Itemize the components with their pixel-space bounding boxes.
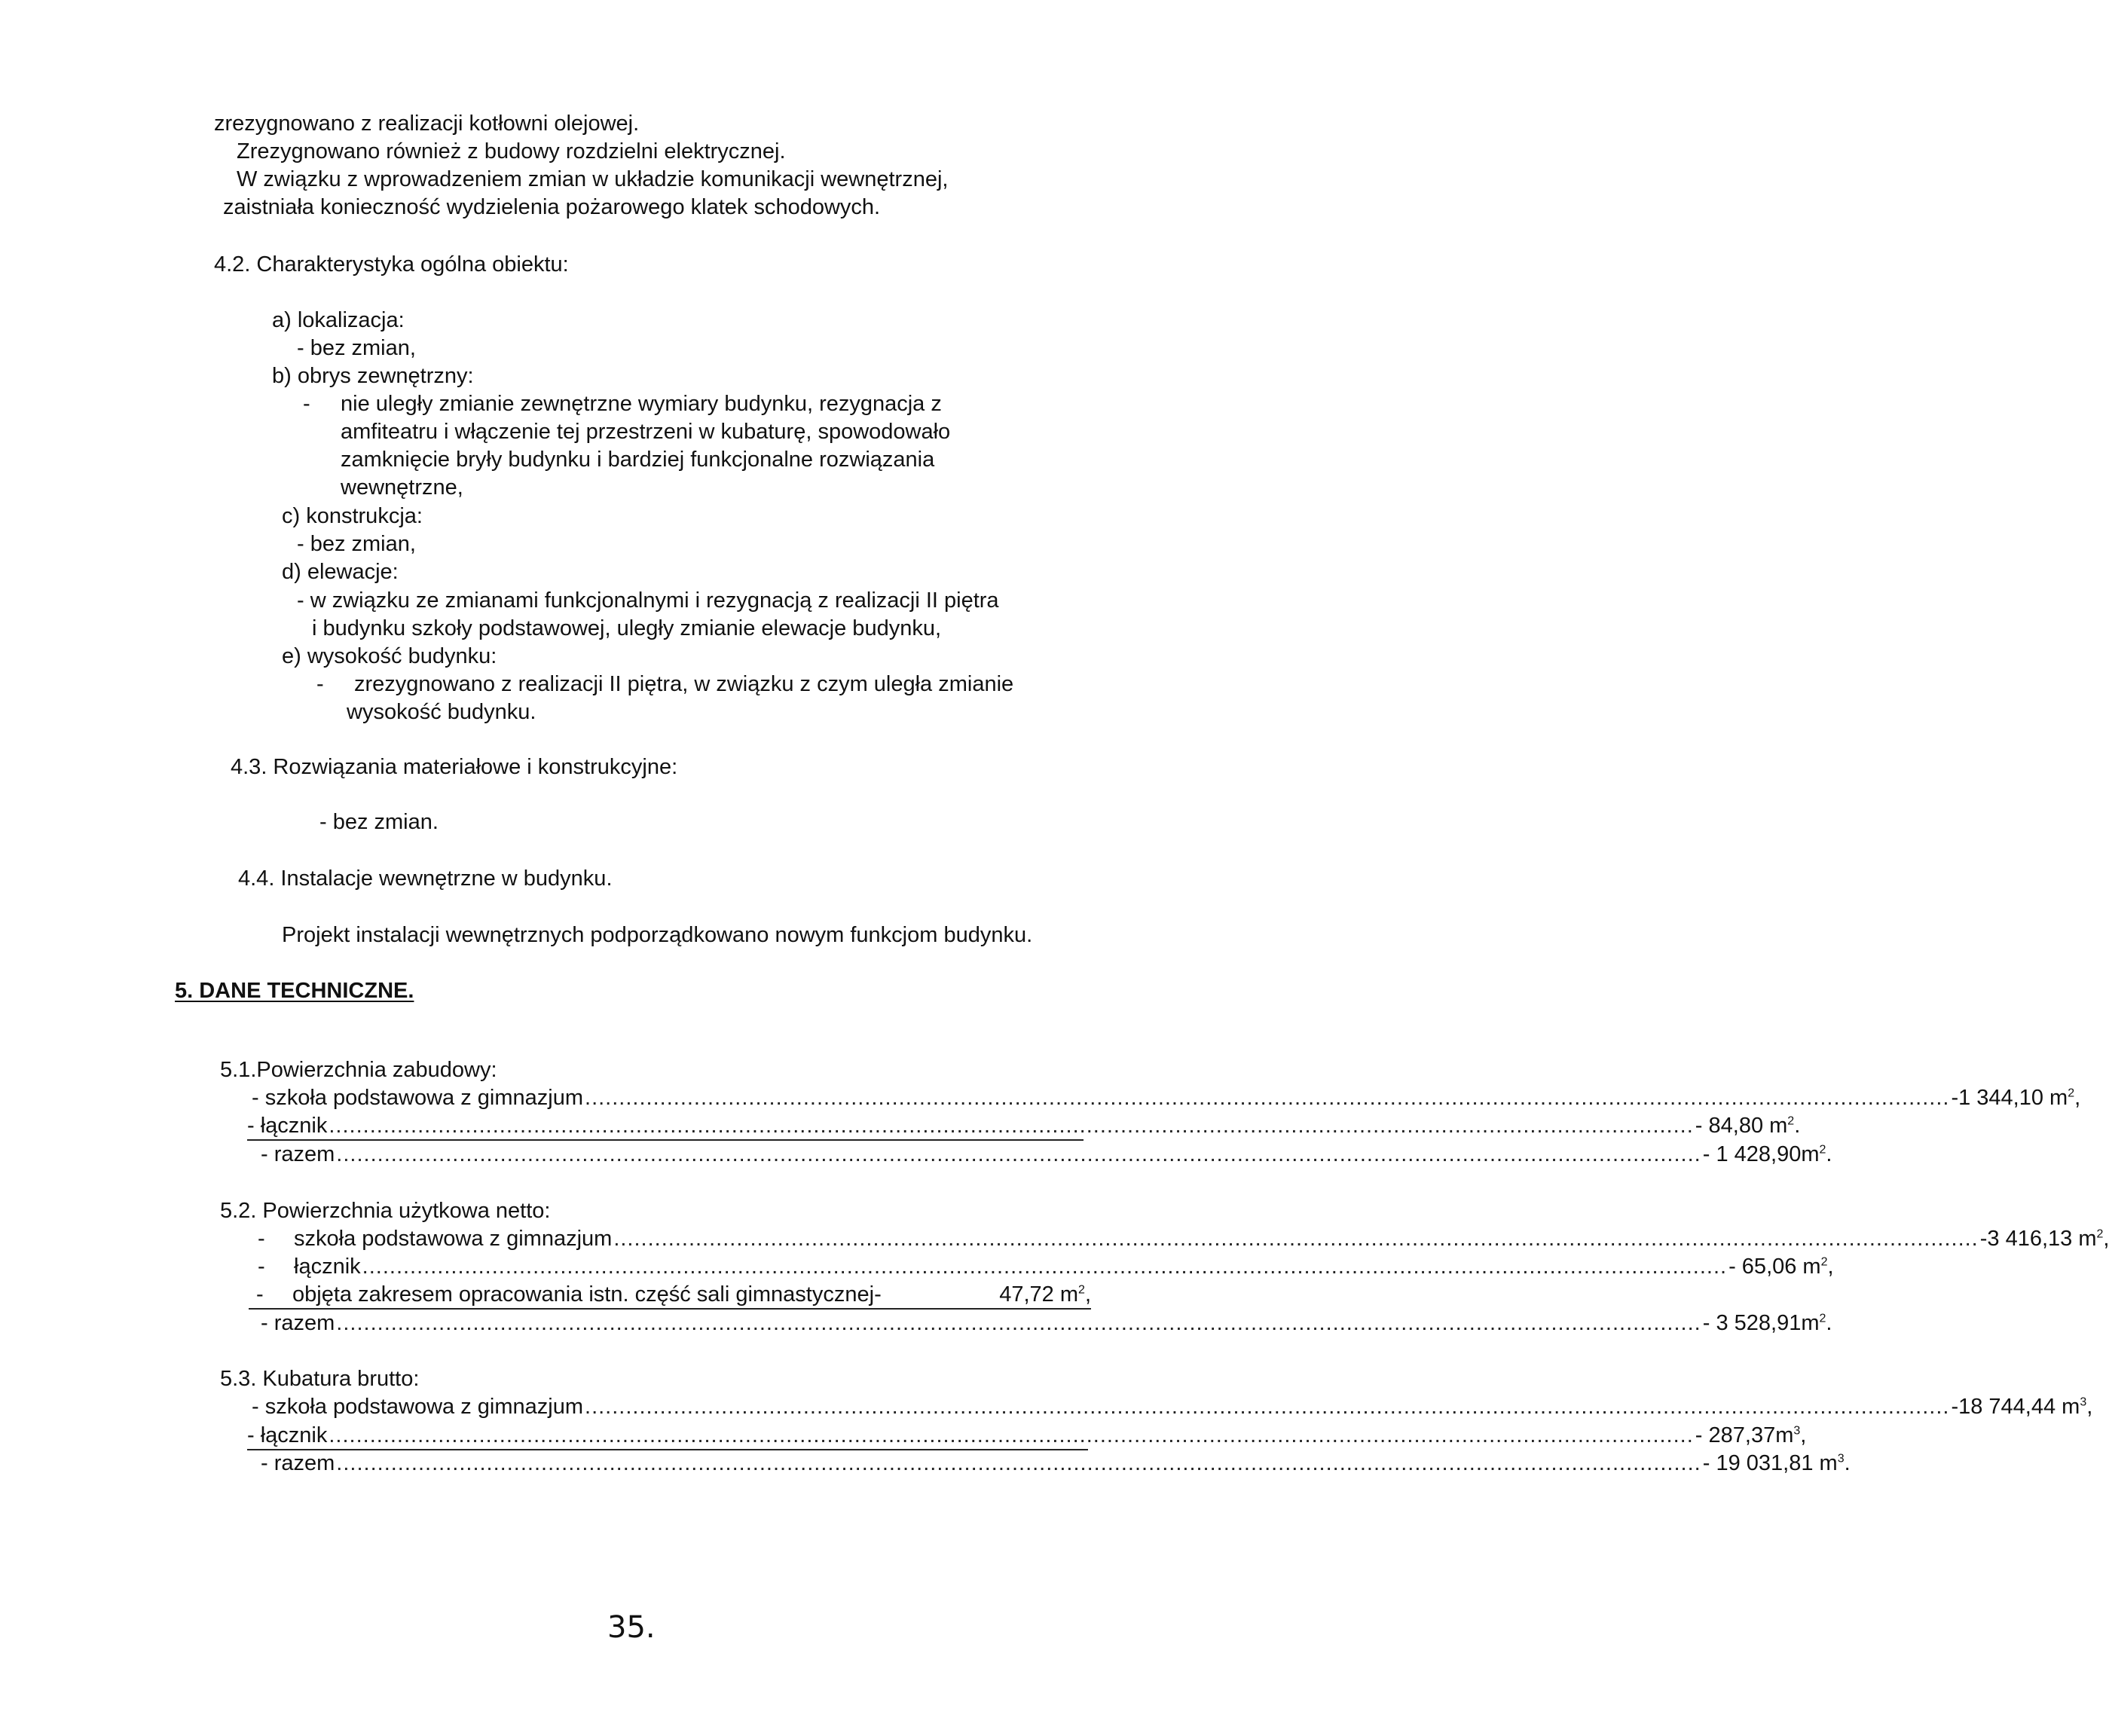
leader-dots: ........................................................................................................................................................................................................ — [336, 1142, 1701, 1166]
row-value: - 65,06 m — [1728, 1255, 1821, 1279]
row-dash: - — [256, 1282, 264, 1307]
row-label: - szkoła podstawowa z gimnazjum — [252, 1395, 584, 1419]
item-e-line-2: wysokość budynku. — [347, 700, 536, 724]
item-e-dash: - — [316, 672, 324, 696]
table-row — [258, 1253, 1834, 1280]
row-label: - razem — [261, 1451, 335, 1475]
section-5-2-title: 5.2. Powierzchnia użytkowa netto: — [220, 1199, 551, 1223]
unit-exponent: 3 — [1837, 1452, 1845, 1466]
unit-exponent: 2 — [2068, 1087, 2075, 1100]
page-number: 35. — [607, 1610, 656, 1645]
leader-dots: ........................................................................................................................................................................................................ — [336, 1451, 1701, 1475]
intro-line-1: zrezygnowano z realizacji kotłowni olejowej. — [214, 112, 640, 136]
item-e-label: e) wysokość budynku: — [282, 644, 497, 668]
intro-line-4: zaistniała konieczność wydzielenia pożarowego klatek schodowych. — [223, 195, 881, 219]
leader-dots: ........................................................................................................................................................................................................ — [329, 1423, 1694, 1447]
row-punct: . — [1794, 1114, 1801, 1138]
item-d-line-1: - w związku ze zmianami funkcjonalnymi i rezygnacją z realizacji II piętra — [297, 588, 999, 613]
intro-line-3: W związku z wprowadzeniem zmian w układzie komunikacji wewnętrznej, — [237, 167, 949, 191]
row-value: - 84,80 m — [1695, 1114, 1788, 1138]
unit-exponent: 2 — [1787, 1114, 1795, 1128]
row-value: - 19 031,81 m — [1702, 1451, 1838, 1475]
leader-dots: ........................................................................................................................................................................................................ — [329, 1114, 1694, 1138]
row-punct: , — [2074, 1086, 2081, 1110]
table-row — [247, 1422, 1807, 1450]
table-row — [252, 1084, 2081, 1111]
item-b-label: b) obrys zewnętrzny: — [272, 364, 474, 388]
section-4-4-title: 4.4. Instalacje wewnętrzne w budynku. — [238, 866, 613, 891]
row-label: - szkoła podstawowa z gimnazjum — [252, 1086, 584, 1110]
row-punct: , — [2086, 1395, 2093, 1419]
item-b-dash: - — [303, 392, 310, 416]
row-value: - 287,37m — [1695, 1423, 1794, 1447]
row-value: -1 344,10 m — [1951, 1086, 2068, 1110]
row-punct: . — [1844, 1451, 1851, 1475]
item-b-line-4: wewnętrzne, — [341, 475, 463, 500]
row-punct: , — [1084, 1282, 1091, 1307]
row-punct: . — [1826, 1142, 1832, 1166]
row-dash: - — [258, 1227, 265, 1251]
row-value: - 3 528,91m — [1702, 1311, 1820, 1335]
unit-exponent: 3 — [1793, 1424, 1801, 1438]
unit-exponent: 3 — [2080, 1395, 2087, 1409]
unit-exponent: 2 — [1078, 1283, 1085, 1297]
table-row — [247, 1112, 1801, 1141]
item-b-line-2: amfiteatru i włączenie tej przestrzeni w kubaturę, spowodowało — [341, 420, 951, 444]
section-5-1-title: 5.1.Powierzchnia zabudowy: — [220, 1058, 497, 1082]
section-5-heading: 5. DANE TECHNICZNE. — [175, 979, 414, 1003]
row-label: - razem — [261, 1142, 335, 1166]
section-4-2-title: 4.2. Charakterystyka ogólna obiektu: — [214, 252, 569, 277]
table-row — [252, 1393, 2093, 1420]
row-value: 47,72 m — [999, 1282, 1079, 1307]
item-a-text: - bez zmian, — [297, 336, 416, 360]
item-e-line-1: zrezygnowano z realizacji II piętra, w związku z czym uległa zmianie — [354, 672, 1014, 696]
section-5-3-title: 5.3. Kubatura brutto: — [220, 1367, 420, 1391]
item-c-text: - bez zmian, — [297, 532, 416, 556]
table-row — [258, 1225, 2109, 1252]
row-punct: , — [2103, 1227, 2109, 1251]
intro-line-2: Zrezygnowano również z budowy rozdzielni elektrycznej. — [237, 139, 786, 164]
row-punct: . — [1826, 1311, 1832, 1335]
leader-dots: ........................................................................................................................................................................................................ — [585, 1395, 1950, 1419]
item-d-label: d) elewacje: — [282, 560, 399, 584]
row-label: - razem — [261, 1311, 335, 1335]
section-4-3-text: - bez zmian. — [319, 810, 439, 834]
unit-exponent: 2 — [2096, 1227, 2104, 1241]
item-a-label: a) lokalizacja: — [272, 308, 405, 332]
row-label: - łącznik — [247, 1423, 328, 1447]
table-row — [261, 1450, 1851, 1477]
unit-exponent: 2 — [1819, 1143, 1826, 1157]
row-value: -3 416,13 m — [1979, 1227, 2097, 1251]
leader-dots: ........................................................................................................................................................................................................ — [336, 1311, 1701, 1335]
leader-dots: ........................................................................................................................................................................................................ — [613, 1227, 1979, 1251]
row-label: łącznik — [294, 1255, 361, 1279]
table-row — [249, 1281, 1091, 1310]
row-punct: , — [1800, 1423, 1807, 1447]
row-label: szkoła podstawowa z gimnazjum — [294, 1227, 613, 1251]
item-d-line-2: i budynku szkoły podstawowej, uległy zmianie elewacje budynku, — [312, 616, 942, 640]
table-row — [261, 1141, 1832, 1168]
section-4-4-text: Projekt instalacji wewnętrznych podporządkowano nowym funkcjom budynku. — [282, 923, 1033, 947]
unit-exponent: 2 — [1820, 1255, 1828, 1269]
unit-exponent: 2 — [1819, 1312, 1826, 1325]
row-punct: , — [1827, 1255, 1834, 1279]
item-c-label: c) konstrukcja: — [282, 504, 423, 528]
item-b-line-3: zamknięcie bryły budynku i bardziej funkcjonalne rozwiązania — [341, 448, 935, 472]
row-label: - łącznik — [247, 1114, 328, 1138]
row-dash: - — [258, 1255, 265, 1279]
leader-dots: ........................................................................................................................................................................................................ — [585, 1086, 1950, 1110]
leader-dots: ........................................................................................................................................................................................................ — [362, 1255, 1728, 1279]
row-value: - 1 428,90m — [1702, 1142, 1820, 1166]
row-label: objęta zakresem opracowania istn. część sali gimnastycznej- — [292, 1282, 882, 1307]
section-4-3-title: 4.3. Rozwiązania materiałowe i konstrukcyjne: — [231, 755, 678, 779]
item-b-line-1: nie uległy zmianie zewnętrzne wymiary budynku, rezygnacja z — [341, 392, 942, 416]
table-row — [261, 1310, 1832, 1337]
row-value: -18 744,44 m — [1951, 1395, 2080, 1419]
